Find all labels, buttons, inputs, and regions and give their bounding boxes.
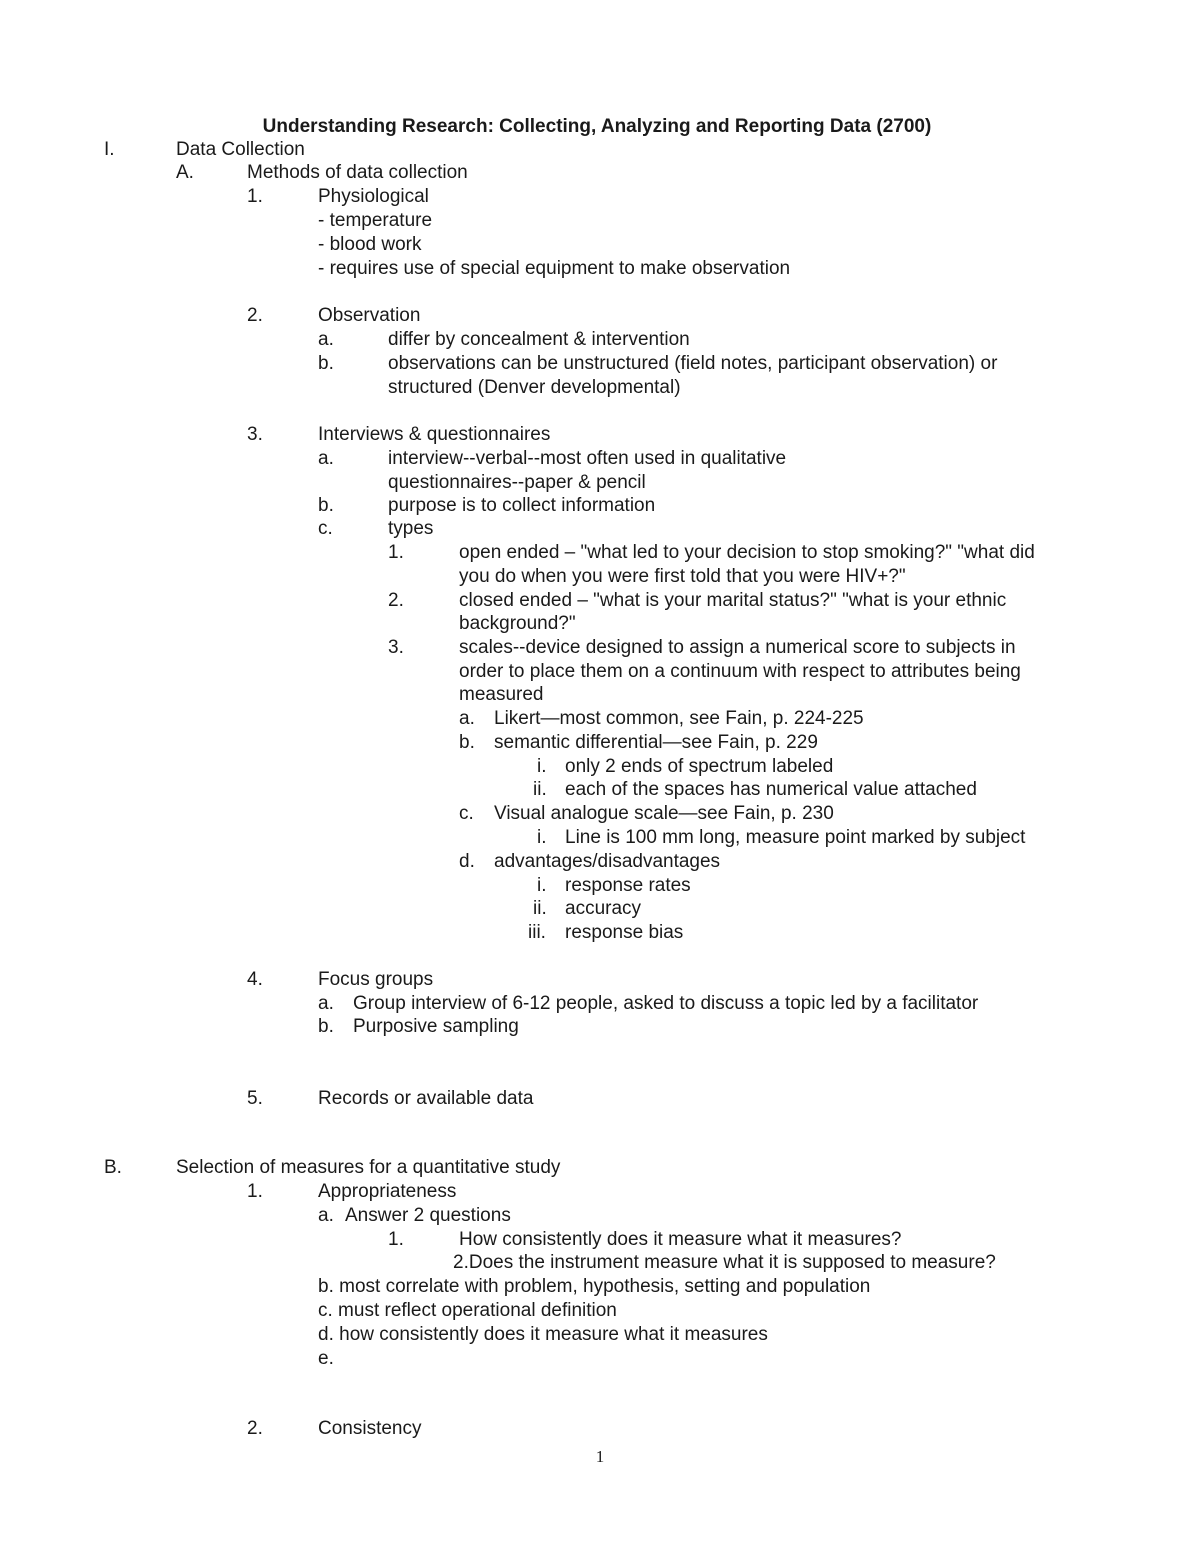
outline-marker: c. xyxy=(459,803,474,824)
outline-text: Observation xyxy=(318,305,421,326)
outline-text: Consistency xyxy=(318,1418,422,1439)
outline-marker: a. xyxy=(318,329,334,350)
outline-text: you do when you were first told that you were HIV+?" xyxy=(459,566,906,587)
page-number: 1 xyxy=(595,1447,605,1466)
outline-text: response rates xyxy=(565,875,691,896)
outline-marker: 1. xyxy=(247,186,263,207)
outline-marker: c. xyxy=(318,518,333,539)
outline-text: - blood work xyxy=(318,234,422,255)
outline-text: interview--verbal--most often used in qualitative xyxy=(388,448,787,469)
outline-text: differ by concealment & intervention xyxy=(388,329,690,350)
outline-marker: i. xyxy=(537,827,547,848)
outline-marker: 2. xyxy=(247,305,263,326)
outline-marker: iii. xyxy=(528,922,546,943)
outline-text: measured xyxy=(459,684,544,705)
outline-marker: 3. xyxy=(247,424,263,445)
outline-text: open ended – "what led to your decision to stop smoking?" "what did xyxy=(459,542,1035,563)
outline-text: purpose is to collect information xyxy=(388,495,656,516)
outline-text: Answer 2 questions xyxy=(345,1205,511,1226)
outline-marker: ii. xyxy=(533,779,547,800)
outline-text: Methods of data collection xyxy=(247,162,468,183)
outline-marker: b. xyxy=(318,1016,334,1037)
outline-text: order to place them on a continuum with respect to attributes being xyxy=(459,661,1021,682)
outline-text: types xyxy=(388,518,434,539)
outline-text: Line is 100 mm long, measure point marked by subject xyxy=(565,827,1026,848)
outline-text: only 2 ends of spectrum labeled xyxy=(565,756,834,777)
outline-marker: 3. xyxy=(388,637,404,658)
outline-text: Interviews & questionnaires xyxy=(318,424,551,445)
outline-marker: I. xyxy=(104,139,115,160)
outline-text: advantages/disadvantages xyxy=(494,851,721,872)
outline-marker: b. xyxy=(318,353,334,374)
outline-text: 2.Does the instrument measure what it is supposed to measure? xyxy=(453,1252,996,1273)
outline-marker: b. xyxy=(318,495,334,516)
outline-text: each of the spaces has numerical value attached xyxy=(565,779,977,800)
outline-marker: i. xyxy=(537,756,547,777)
outline-marker: 4. xyxy=(247,969,263,990)
outline-text: e. xyxy=(318,1348,334,1369)
document-title: Understanding Research: Collecting, Analyzing and Reporting Data (2700) xyxy=(262,116,932,137)
outline-text: - requires use of special equipment to make observation xyxy=(318,258,791,279)
outline-marker: i. xyxy=(537,875,547,896)
outline-marker: A. xyxy=(176,162,194,183)
outline-marker: d. xyxy=(459,851,475,872)
outline-marker: 1. xyxy=(388,542,404,563)
outline-text: semantic differential—see Fain, p. 229 xyxy=(494,732,818,753)
outline-marker: 2. xyxy=(247,1418,263,1439)
outline-text: - temperature xyxy=(318,210,433,231)
outline-text: Likert—most common, see Fain, p. 224-225 xyxy=(494,708,864,729)
outline-marker: ii. xyxy=(533,898,547,919)
outline-text: Physiological xyxy=(318,186,429,207)
outline-text: questionnaires--paper & pencil xyxy=(388,472,646,493)
outline-marker: b. xyxy=(459,732,475,753)
outline-text: How consistently does it measure what it measures? xyxy=(459,1229,902,1250)
outline-marker: a. xyxy=(318,993,334,1014)
outline-text: Visual analogue scale—see Fain, p. 230 xyxy=(494,803,834,824)
outline-text: structured (Denver developmental) xyxy=(388,377,681,398)
outline-text: d. how consistently does it measure what it measures xyxy=(318,1324,768,1345)
outline-marker: 2. xyxy=(388,590,404,611)
outline-text: Focus groups xyxy=(318,969,434,990)
outline-text: Group interview of 6-12 people, asked to discuss a topic led by a facilitator xyxy=(353,993,979,1014)
outline-text: Appropriateness xyxy=(318,1181,457,1202)
outline-text: closed ended – "what is your marital status?" "what is your ethnic xyxy=(459,590,1007,611)
outline-text: response bias xyxy=(565,922,684,943)
outline-text: accuracy xyxy=(565,898,642,919)
outline-marker: 1. xyxy=(247,1181,263,1202)
outline-text: Purposive sampling xyxy=(353,1016,519,1037)
outline-text: scales--device designed to assign a numerical score to subjects in xyxy=(459,637,1016,658)
outline-text: Selection of measures for a quantitative study xyxy=(176,1157,561,1178)
outline-text: Records or available data xyxy=(318,1088,534,1109)
outline-marker: 5. xyxy=(247,1088,263,1109)
outline-marker: 1. xyxy=(388,1229,404,1250)
outline-text: c. must reflect operational definition xyxy=(318,1300,617,1321)
outline-text: background?" xyxy=(459,613,576,634)
outline-marker: B. xyxy=(104,1157,122,1178)
outline-text: observations can be unstructured (field notes, participant observation) or xyxy=(388,353,998,374)
outline-marker: a. xyxy=(318,448,334,469)
outline-text: b. most correlate with problem, hypothesis, setting and population xyxy=(318,1276,871,1297)
outline-text: Data Collection xyxy=(176,139,305,160)
outline-marker: a. xyxy=(318,1205,334,1226)
outline-marker: a. xyxy=(459,708,475,729)
